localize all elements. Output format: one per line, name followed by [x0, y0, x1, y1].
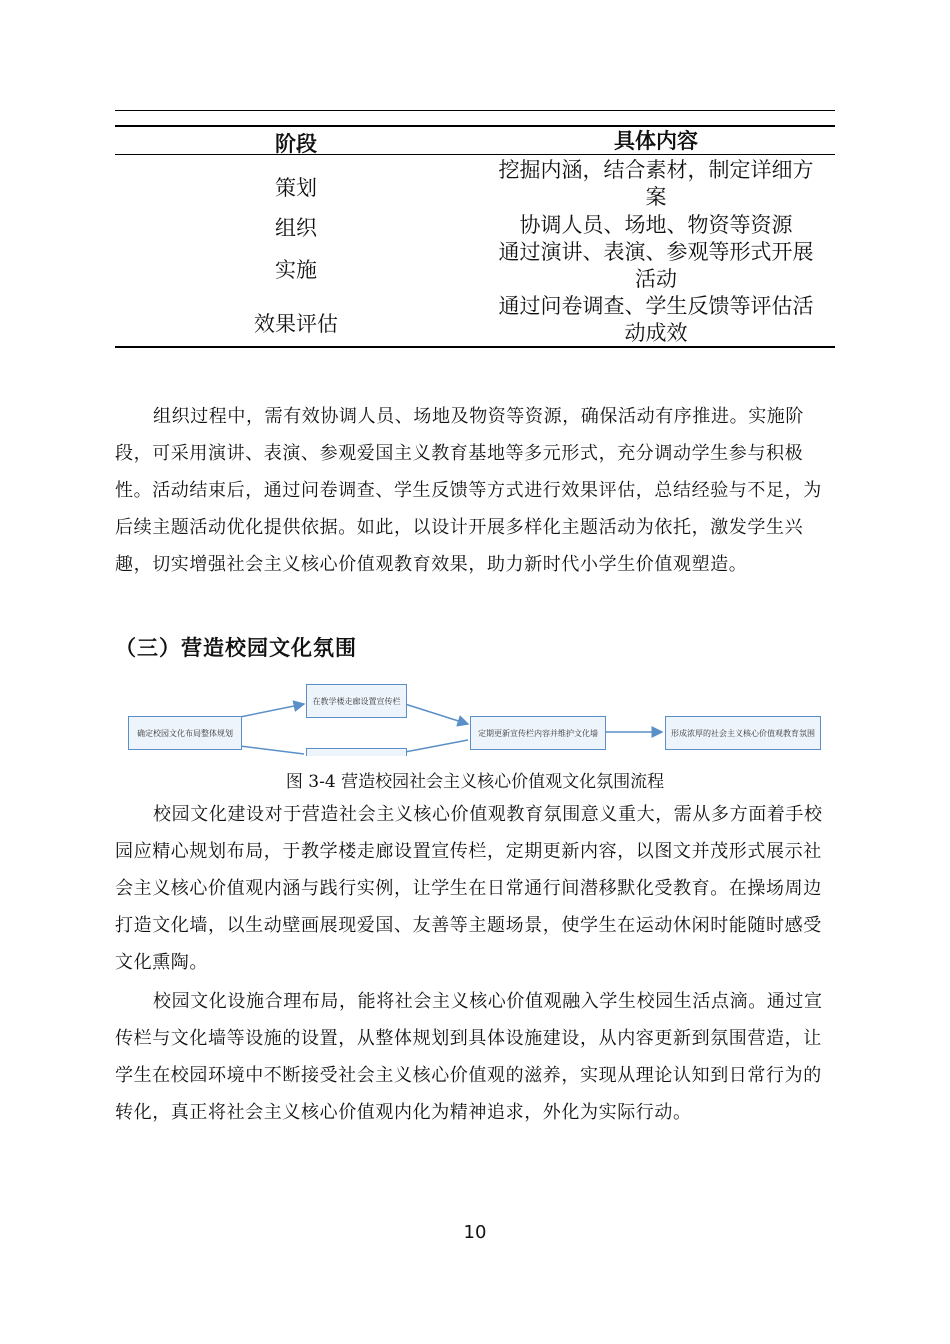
arrow-4: [405, 740, 468, 752]
table-row: [115, 157, 835, 211]
table-cell-stage: 实施: [275, 258, 317, 282]
flow-node-partial: [306, 748, 407, 756]
table-cell-content: 协调人员、场地、物资等资源: [519, 213, 793, 237]
paragraph-text: 组织过程中，需有效协调人员、场地及物资等资源，确保活动有序推进。实施阶段，可采用演讲、表演、参观爱国主义教育基地等多元形式，充分调动学生参与积极性。活动结束后，通过问卷调查、学生反馈等方式进行效果评估，总结经验与不足，为后续主题活动优化提供依据。如此，以设计开展多样化主题活动为依托，激发学生兴趣，切实增强社会主义核心价值观教育效果，助力新时代小学生价值观塑造。: [115, 406, 822, 575]
arrow-3: [405, 704, 468, 724]
table-header-content: 具体内容: [614, 129, 698, 153]
table-header: [115, 128, 835, 154]
table-row: [115, 212, 835, 242]
paragraph-text: 校园文化建设对于营造社会主义核心价值观教育氛围意义重大，需从多方面着手校园应精心规划布局，于教学楼走廊设置宣传栏，定期更新内容，以图文并茂形式展示社会主义核心价值观内涵与践行实例，让学生在日常通行间潜移默化受教育。在操场周边打造文化墙，以生动壁画展现爱国、友善等主题场景，使学生在运动休闲时能随时感受文化熏陶。: [115, 804, 823, 973]
flow-node-atmosphere: 形成浓厚的社会主义核心价值观教育氛围: [665, 716, 821, 750]
arrow-1: [240, 704, 304, 717]
body-paragraph-2: [115, 796, 835, 981]
page-number: 10: [463, 1222, 487, 1243]
flowchart-figure: [128, 670, 838, 756]
table-cell-content: 通过演讲、表演、参观等形式开展活动: [498, 240, 814, 291]
table-row: [115, 239, 835, 293]
flow-node-update: 定期更新宣传栏内容并维护文化墙: [470, 716, 606, 750]
table-cell-content: 通过问卷调查、学生反馈等评估活动成效: [498, 294, 814, 345]
table-row: [115, 293, 835, 347]
arrow-2: [240, 746, 304, 754]
table-cell-stage: 组织: [275, 216, 317, 240]
table-header-top-rule: [115, 125, 835, 127]
table-cell-stage: 效果评估: [254, 312, 338, 336]
table-cell-stage: 策划: [275, 176, 317, 200]
table-cell-content: 挖掘内涵，结合素材，制定详细方案: [498, 158, 814, 209]
body-paragraph-3: [115, 983, 835, 1131]
figure-caption: 图 3-4 营造校园社会主义核心价值观文化氛围流程: [285, 772, 665, 792]
body-paragraph-1: [115, 398, 835, 583]
section-heading: （三）营造校园文化氛围: [115, 636, 357, 660]
table-header-stage: 阶段: [275, 132, 317, 156]
flow-node-planning: 确定校园文化布局整体规划: [128, 716, 242, 750]
table-top-rule: [115, 110, 835, 111]
flow-node-bulletin: 在教学楼走廊设置宣传栏: [306, 684, 407, 718]
paragraph-text: 校园文化设施合理布局，能将社会主义核心价值观融入学生校园生活点滴。通过宣传栏与文化墙等设施的设置，从整体规划到具体设施建设，从内容更新到氛围营造，让学生在校园环境中不断接受社会主义核心价值观的滋养，实现从理论认知到日常行为的转化，真正将社会主义核心价值观内化为精神追求，外化为实际行动。: [115, 991, 823, 1123]
